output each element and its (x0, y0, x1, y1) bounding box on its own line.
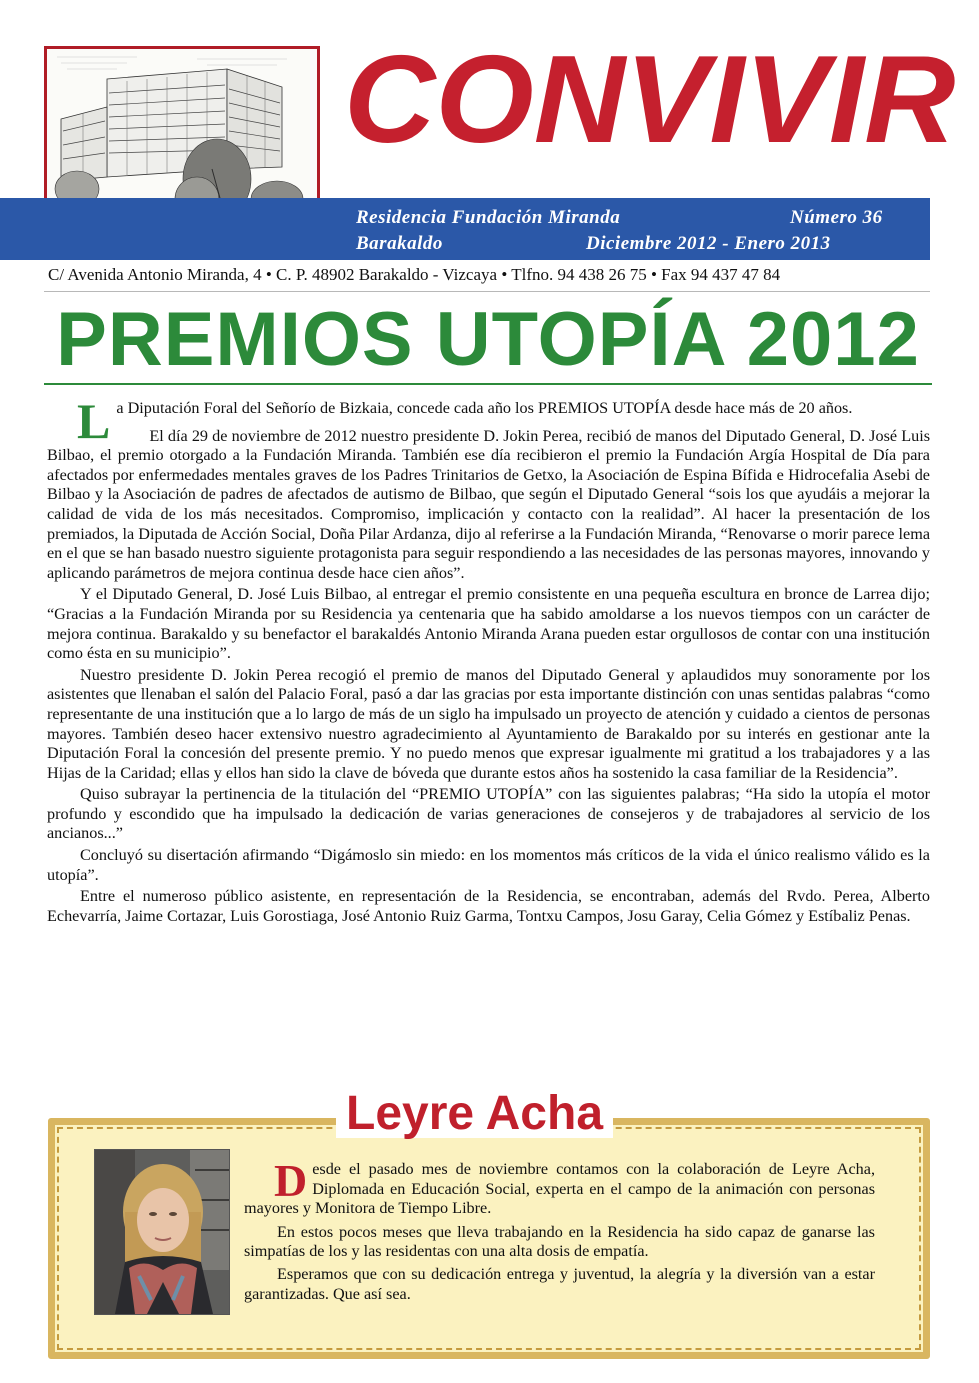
article-paragraph-2: El día 29 de noviembre de 2012 nuestro presidente D. Jokin Perea, recibió de manos del Diputado General, D. José Luis Bilbao, el premio otorgado a la Fundación Miranda. También ese día recibieron el premio la Fundación Argía Hospital de Día para afectados por enfermedades mentales graves de los Padres Trinitarios de Getxo, la Asociación de Espina Bífida e Hidrocefalia Asebi de Bilbao y la Asociación de padres de afectados de autismo de Bilbao, que según el Diputado General “sois los que ayudáis a mejorar la calidad de vida de los más necesitados. Compromiso, implicación y contacto con la realidad”. Al hacer la presentación de los premiados, la Diputada de Acción Social, Doña Pilar Ardanza, dijo al referirse a la Fundación Miranda, “Renovarse o morir parece lema en el que se han basado nuestro siguiente protagonista para seguir respondiendo a las necesidades de las personas mayores, innovando y aplicando parámetros de mejora continua desde hace cien años”. (47, 426, 930, 582)
article-paragraph-5: Quiso subrayar la pertinencia de la titulación del “PREMIO UTOPÍA” con las siguientes palabras; “Ha sido la utopía el motor profundo y escondido que ha impulsado la dedicación de varias generaciones de consejeros y de trabajadores al servicio de los ancianos...” (47, 785, 930, 843)
article-headline: PREMIOS UTOPÍA 2012 (56, 297, 920, 382)
profile-photo (94, 1149, 230, 1315)
profile-paragraph-1 (244, 1155, 875, 1219)
article-body (47, 393, 930, 928)
headline-divider (44, 383, 932, 385)
issue-date: Diciembre 2012 - Enero 2013 (586, 233, 831, 254)
article-dropcap: L (77, 393, 111, 449)
article-paragraph-6: Concluyó su disertación afirmando “Digámoslo sin miedo: en los momentos más críticos de la vida el único realismo válido es la utopía”. (47, 846, 930, 884)
article-paragraph-4: Nuestro presidente D. Jokin Perea recogió el premio de manos del Diputado General y aplaudidos muy sonoramente por los asistentes que llenaban el salón del Palacio Foral, pasó a dar las gracias por esta importante distinción con unas sentidas palabras “como representante de una institución que a lo largo de más de un siglo ha impulsado un proyecto de atención y cuidado a cientos de personas mayores. También deseo hacer extensivo nuestro agradecimiento al Ayuntamiento de Barakaldo por su interés en gestionar ante la Diputación Foral la concesión del presente premio. Y no puedo menos que expresar igualmente mi gratitud a los trabajadores y a las Hijas de la Caridad; ellas y ellos han sido la clave de bóveda que durante estos años ha sostenido la casa familiar de la Residencia”. (47, 665, 930, 782)
masthead-title: CONVIVIR (344, 31, 956, 169)
article-paragraph-7: Entre el numeroso público asistente, en representación de la Residencia, se encontraban, además del Rvdo. Perea, Alberto Echevarría, Jaime Cortazar, Luis Gorostiaga, José Antonio Ruiz Garma, Tontxu Campos, Josu Garay, Celia Gómez y Estíbaliz Penas. (47, 887, 930, 925)
address-line: C/ Avenida Antonio Miranda, 4 • C. P. 48902 Barakaldo - Vizcaya • Tlfno. 94 438 26 75 • Fax 94 437 47 84 (48, 265, 781, 284)
article-paragraph-1-text: a Diputación Foral del Señorío de Bizkaia, concede cada año los PREMIOS UTOPÍA desde hace más de 20 años. (116, 399, 853, 417)
issue-number: Número 36 (790, 207, 883, 228)
profile-box-title: Leyre Acha (336, 1090, 613, 1138)
article-paragraph-1 (47, 393, 930, 449)
profile-paragraph-1-text: esde el pasado mes de noviembre contamos con la colaboración de Leyre Acha, Diplomada en Educación Social, experta en el campo de la animación con personas mayores y Monitora de Tiempo Libre. (244, 1160, 875, 1218)
article-paragraph-3: Y el Diputado General, D. José Luis Bilbao, al entregar el premio consistente en una pequeña escultura en bronce de Larrea dijo; “Gracias a la Fundación Miranda por su Residencia ya centenaria que ha sabido amoldarse a los nuevos tiempos con un carácter de mejora continua. Barakaldo y su benefactor el barakaldés Antonio Miranda Arana pueden estar orgullosos de contar con una institución como ésta en su municipio”. (47, 585, 930, 663)
profile-paragraph-2: En estos pocos meses que lleva trabajando en la Residencia ha sido capaz de ganarse las simpatías de los y las residentas con una alta dosis de empatía. (244, 1222, 875, 1261)
profile-paragraph-3: Esperamos que con su dedicación entrega y juventud, la alegría y la diversión van a estar garantizadas. Que así sea. (244, 1264, 875, 1303)
profile-dropcap: D (274, 1155, 308, 1206)
profile-box-text (244, 1155, 875, 1307)
address-divider (44, 291, 930, 292)
residence-name: Residencia Fundación Miranda (356, 207, 621, 228)
city-name: Barakaldo (356, 233, 443, 254)
